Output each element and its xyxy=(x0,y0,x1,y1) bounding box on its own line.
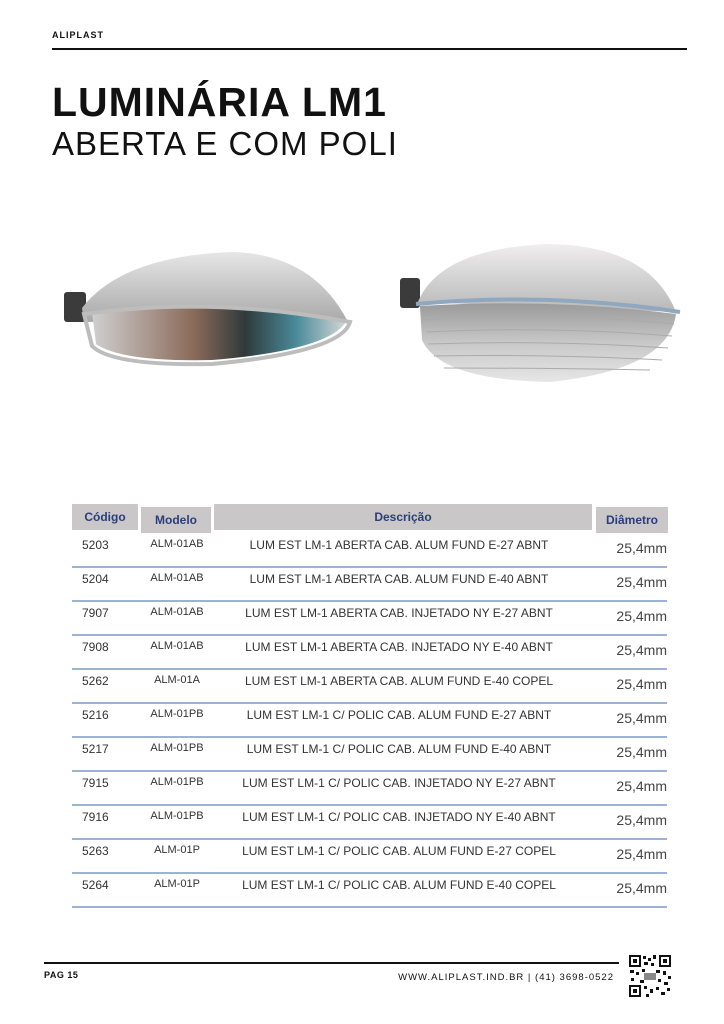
cell-diametro: 25,4mm xyxy=(616,710,667,726)
cell-descricao: LUM EST LM-1 ABERTA CAB. INJETADO NY E-40 ABNT xyxy=(245,640,553,654)
cell-modelo: ALM-01AB xyxy=(150,538,204,550)
cell-modelo: ALM-01AB xyxy=(150,606,204,618)
cell-diametro: 25,4mm xyxy=(616,812,667,828)
cell-diametro: 25,4mm xyxy=(616,608,667,624)
cell-descricao: LUM EST LM-1 C/ POLIC CAB. ALUM FUND E-40 COPEL xyxy=(242,878,556,892)
table-row xyxy=(72,874,667,908)
cell-diametro: 25,4mm xyxy=(616,642,667,658)
page-subtitle: ABERTA E COM POLI xyxy=(52,125,398,162)
cell-modelo: ALM-01AB xyxy=(150,640,204,652)
cell-modelo: ALM-01P xyxy=(154,844,200,856)
cell-modelo: ALM-01A xyxy=(154,674,200,686)
cell-codigo: 7908 xyxy=(82,640,109,654)
cell-codigo: 7916 xyxy=(82,810,109,824)
cell-codigo: 5217 xyxy=(82,742,109,756)
table-row xyxy=(72,772,667,806)
cell-diametro: 25,4mm xyxy=(616,880,667,896)
cell-descricao: LUM EST LM-1 ABERTA CAB. ALUM FUND E-40 COPEL xyxy=(244,674,554,688)
table-row xyxy=(72,568,667,602)
brand-label: ALIPLAST xyxy=(52,30,104,40)
cell-codigo: 5203 xyxy=(82,538,109,552)
column-header-descricao: Descrição xyxy=(214,504,592,530)
cell-modelo: ALM-01P xyxy=(154,878,200,890)
cell-modelo: ALM-01AB xyxy=(150,572,204,584)
cell-codigo: 5216 xyxy=(82,708,109,722)
cell-modelo: ALM-01PB xyxy=(150,810,204,822)
table-row xyxy=(72,670,667,704)
cell-diametro: 25,4mm xyxy=(616,778,667,794)
table-row xyxy=(72,704,667,738)
table-row xyxy=(72,840,667,874)
cell-diametro: 25,4mm xyxy=(616,540,667,556)
top-divider xyxy=(52,48,687,50)
cell-codigo: 7907 xyxy=(82,606,109,620)
table-row xyxy=(72,534,667,568)
bottom-divider xyxy=(44,962,619,964)
cell-codigo: 7915 xyxy=(82,776,109,790)
table-body xyxy=(72,534,667,908)
cell-diametro: 25,4mm xyxy=(616,574,667,590)
polycarbonate-luminaire-photo xyxy=(400,240,682,385)
cell-diametro: 25,4mm xyxy=(616,744,667,760)
cell-descricao: LUM EST LM-1 C/ POLIC CAB. INJETADO NY E-27 ABNT xyxy=(242,776,556,790)
cell-descricao: LUM EST LM-1 C/ POLIC CAB. ALUM FUND E-27 ABNT xyxy=(246,708,552,722)
table-row xyxy=(72,602,667,636)
table-row xyxy=(72,636,667,670)
cell-modelo: ALM-01PB xyxy=(150,742,204,754)
page-number: PAG 15 xyxy=(44,970,79,980)
page-title: LUMINÁRIA LM1 xyxy=(52,79,387,125)
table-row xyxy=(72,806,667,840)
cell-modelo: ALM-01PB xyxy=(150,708,204,720)
cell-descricao: LUM EST LM-1 ABERTA CAB. INJETADO NY E-27 ABNT xyxy=(245,606,553,620)
contact-info: WWW.ALIPLAST.IND.BR | (41) 3698-0522 xyxy=(398,972,614,983)
column-header-codigo: Código xyxy=(72,504,138,530)
cell-codigo: 5264 xyxy=(82,878,109,892)
cell-codigo: 5262 xyxy=(82,674,109,688)
cell-descricao: LUM EST LM-1 C/ POLIC CAB. ALUM FUND E-27 COPEL xyxy=(242,844,556,858)
column-header-diametro: Diâmetro xyxy=(596,507,668,533)
cell-descricao: LUM EST LM-1 C/ POLIC CAB. ALUM FUND E-40 ABNT xyxy=(246,742,552,756)
table-row xyxy=(72,738,667,772)
cell-descricao: LUM EST LM-1 ABERTA CAB. ALUM FUND E-27 ABNT xyxy=(249,538,549,552)
open-luminaire-photo xyxy=(62,248,354,368)
cell-codigo: 5263 xyxy=(82,844,109,858)
cell-diametro: 25,4mm xyxy=(616,846,667,862)
cell-diametro: 25,4mm xyxy=(616,676,667,692)
cell-codigo: 5204 xyxy=(82,572,109,586)
column-header-modelo: Modelo xyxy=(141,507,211,533)
cell-descricao: LUM EST LM-1 ABERTA CAB. ALUM FUND E-40 ABNT xyxy=(249,572,549,586)
cell-modelo: ALM-01PB xyxy=(150,776,204,788)
cell-descricao: LUM EST LM-1 C/ POLIC CAB. INJETADO NY E-40 ABNT xyxy=(242,810,556,824)
qr-code-icon[interactable] xyxy=(628,954,672,998)
